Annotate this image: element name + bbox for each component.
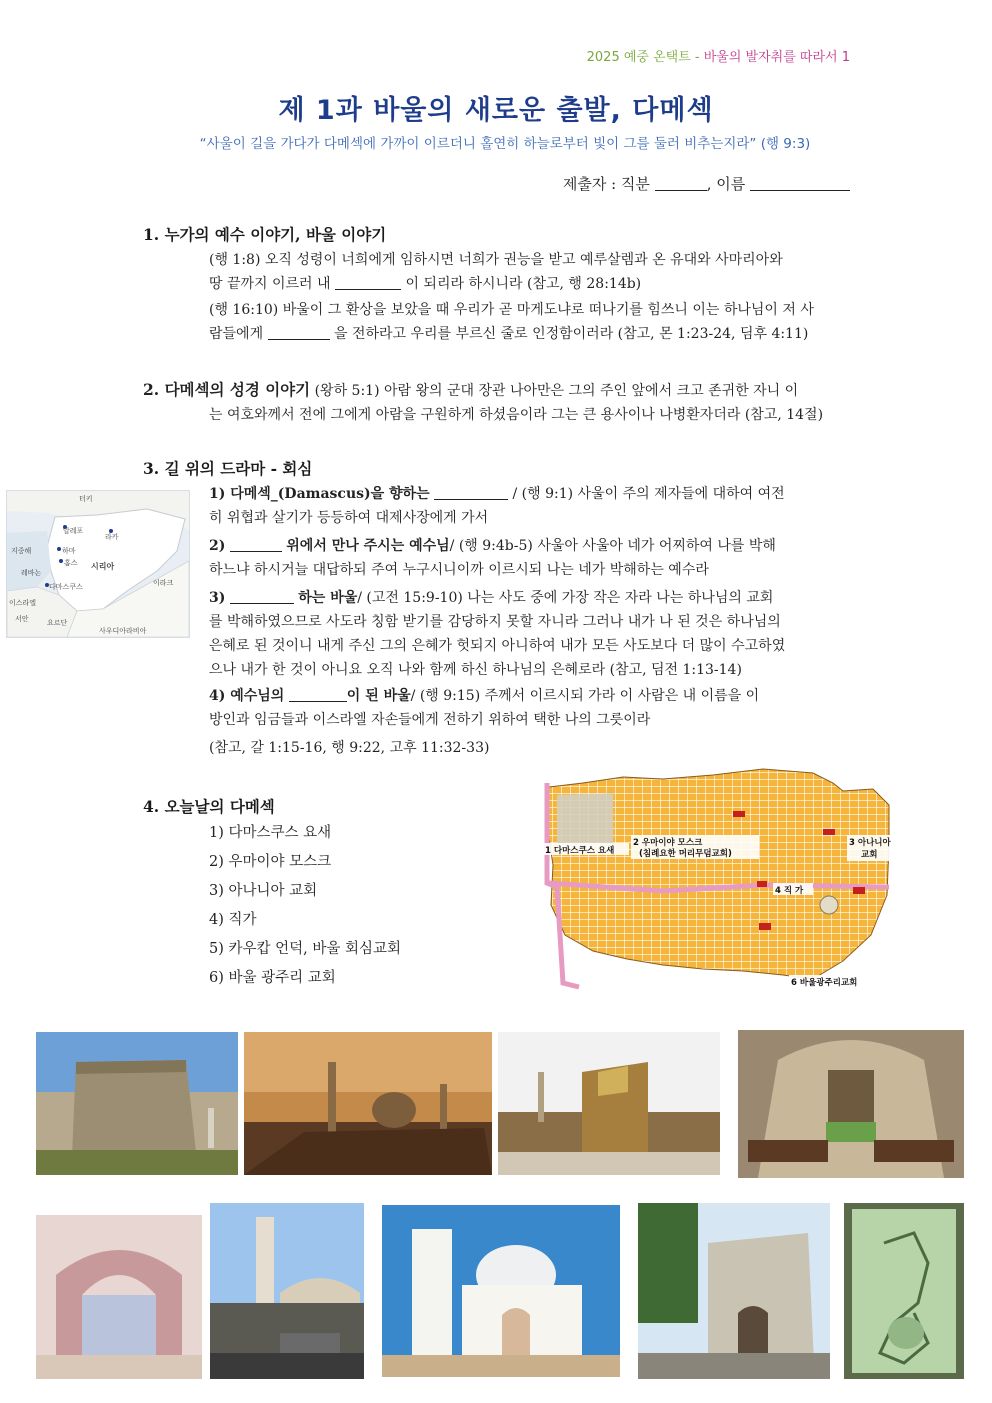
s3-item3-line1 [209,586,850,610]
list-item: 3) 아나니아 교회 [209,883,318,899]
s3-item1-heading: 1) 다메섹_(Damascus)을 향하는 [209,486,430,502]
s3-item1-line1 [209,482,850,506]
header-series: 바울의 발자취를 따라서 1 [703,50,850,65]
list-item: 6) 바울 광주리 교회 [209,970,336,986]
key-verse: “사울이 길을 가다가 다메섹에 가까이 이르더니 홀연히 하늘로부터 빛이 그를 둘러 비추는지라” (행 9:3) [199,136,811,152]
city-label-church: 교회 [861,850,878,860]
s3-item4-line2: 방인과 임금들과 이스라엘 자손들에게 전하기 위하여 택한 나의 그릇이라 [209,712,651,728]
s1-blank-2[interactable] [268,325,330,340]
photo-damascus-skyline [244,1032,492,1175]
map-label-west-bank: 서안 [15,615,29,623]
map-label-saudi: 사우디아라비아 [99,627,147,635]
city-label-john-baptist: (침례요한 머리무덤교회) [639,849,732,859]
photo-conversion-church [382,1205,620,1377]
photo-basket-relief [844,1203,964,1379]
map-label-iraq: 이라크 [153,579,174,587]
s1-p2-text-c: 을 전하라고 우리를 부르신 줄로 인정함이러라 (참고, 몬 1:23-24, 딤후 4:11) [334,326,809,342]
s3-blank-2[interactable] [230,537,282,552]
city-label-straight-street: 4 직 가 [775,886,804,896]
section-4-heading: 4. 오늘날의 다메섹 [143,797,275,816]
map-label-israel: 이스라엘 [9,599,37,607]
s3-item1-text-a: / (행 9:1) 사울이 주의 제자들에 대하여 여전 [512,486,785,502]
section-2 [143,378,850,427]
s3-item2-line1 [209,534,850,558]
role-blank[interactable] [655,176,707,191]
s3-item2-heading: 위에서 만나 주시는 예수님 [286,538,450,554]
photo-roman-arch [36,1215,202,1379]
s3-item4-line1 [209,684,850,708]
list-item: 4) 직가 [209,912,257,928]
s3-item3-line3: 은혜로 된 것이니 내게 주신 그의 은혜가 헛되지 아니하여 내가 모든 사도보다 더 많이 수고하였 [209,638,786,654]
s1-p1-text-c: 이 되리라 하시니라 (참고, 행 28:14b) [405,276,642,292]
s1-p2-line1: (행 16:10) 바울이 그 환상을 보았을 때 우리가 곧 마게도냐로 떠나기를 힘쓰니 이는 하나님이 저 사 [209,302,814,318]
s3-item4-heading-b: 이 된 바울 [346,688,411,704]
s3-item2-num: 2) [209,538,226,554]
s1-p1-text-b: 땅 끝까지 이르러 내 [209,276,331,292]
map-label-jordan: 요르단 [47,619,68,627]
section-1-body [209,248,850,346]
s1-blank-1[interactable] [335,275,401,290]
s3-item3-num: 3) [209,590,226,606]
section-1-heading: 1. 누가의 예수 이야기, 바울 이야기 [143,225,387,244]
map-label-syria: 시리아 [91,562,115,571]
s3-blank-4[interactable] [289,687,347,702]
s3-item2-text-a: / (행 9:4b-5) 사울아 사울아 네가 어찌하여 나를 박해 [449,538,776,554]
map-label-damascus: 다마스쿠스 [49,583,83,591]
list-item: 2) 우마이야 모스크 [209,854,332,870]
s3-blank-3[interactable] [230,589,294,604]
map-label-turkey: 터키 [79,495,93,503]
s1-p1-line1: (행 1:8) 오직 성령이 너희에게 임하시면 너희가 권능을 받고 예루살렘과 온 유대와 사마리아와 [209,252,783,268]
map-label-raqqa: 라카 [105,533,119,541]
city-label-basket-church: 6 바울광주리교회 [791,978,858,988]
header-separator: - [690,50,704,65]
s2-line1 [143,378,850,403]
map-label-mediterranean: 지중해 [11,547,32,555]
s3-blank-1[interactable] [434,485,508,500]
s3-item3-line2: 를 박해하였으므로 사도라 칭함 받기를 감당하지 못할 자니라 그러나 내가 나 된 것은 하나님의 [209,614,781,630]
section-4-list [209,819,509,993]
s3-item3-line4: 으나 내가 한 것이 아니요 오직 나와 함께 하신 하나님의 은혜로라 (참고, 딤전 1:13-14) [209,662,742,678]
submitter-name-label: , 이름 [706,175,746,193]
s1-p2-line2 [209,322,850,346]
section-3-heading: 3. 길 위의 드라마 - 회심 [143,459,313,478]
s3-item4-line3: (참고, 갈 1:15-16, 행 9:22, 고후 11:32-33) [209,740,490,756]
city-label-umayyad-mosque: 2 우마이야 모스크 [633,838,703,848]
s3-item4-heading-a: 4) 예수님의 [209,688,285,704]
city-label-ananias: 3 아나니아 [849,838,891,848]
s3-item4-text-a: / (행 9:15) 주께서 이르시되 가라 이 사람은 내 이름을 이 [410,688,760,704]
city-map-svg [543,765,893,990]
list-item: 1) 다마스쿠스 요새 [209,825,332,841]
photo-umayyad-mosque [498,1032,720,1175]
list-item: 5) 카우캅 언덕, 바울 회심교회 [209,941,402,957]
map-label-hama: 하마 [62,547,76,555]
s1-p2-text-b: 람들에게 [209,326,264,342]
map-label-homs: 홈스 [64,559,78,567]
photo-straight-street-gate [210,1203,364,1379]
photo-damascus-citadel [36,1032,238,1175]
name-blank[interactable] [750,176,850,191]
damascus-old-city-map [543,765,893,990]
photo-ananias-church [738,1030,964,1178]
s1-p1-line2 [209,272,850,296]
syria-map-svg [7,491,189,637]
submitter-line [563,173,850,194]
section-3-body [209,482,850,760]
submitter-role-label: 제출자 : 직분 [562,175,650,193]
map-label-lebanon: 레바논 [21,569,42,577]
header-year: 2025 예중 온택트 [586,50,691,65]
city-label-citadel: 1 다마스쿠스 요새 [545,846,615,856]
page-title: 제 1과 바울의 새로운 출발, 다메섹 [278,95,714,126]
s3-item3-heading: 하는 바울 [298,590,358,606]
page-header [587,46,850,65]
s2-line2: 는 여호와께서 전에 그에게 아람을 구원하게 하셨음이라 그는 큰 용사이나 나병환자더라 (참고, 14절) [209,407,824,423]
photo-basket-church [638,1203,830,1379]
map-label-aleppo: 알레포 [63,527,84,535]
s2-text-a: (왕하 5:1) 아람 왕의 군대 장관 나아만은 그의 주인 앞에서 크고 존귀한 자니 이 [314,383,799,399]
section-2-heading: 2. 다메섹의 성경 이야기 [143,380,311,399]
s3-item3-text-a: / (고전 15:9-10) 나는 사도 중에 가장 작은 자라 나는 하나님의 교회 [357,590,774,606]
syria-region-map [6,490,190,638]
s3-item2-line2: 하느냐 하시거늘 대답하되 주여 누구시니이까 이르시되 나는 네가 박해하는 예수라 [209,562,709,578]
s3-item1-line2: 히 위협과 살기가 등등하여 대제사장에게 가서 [209,510,489,526]
